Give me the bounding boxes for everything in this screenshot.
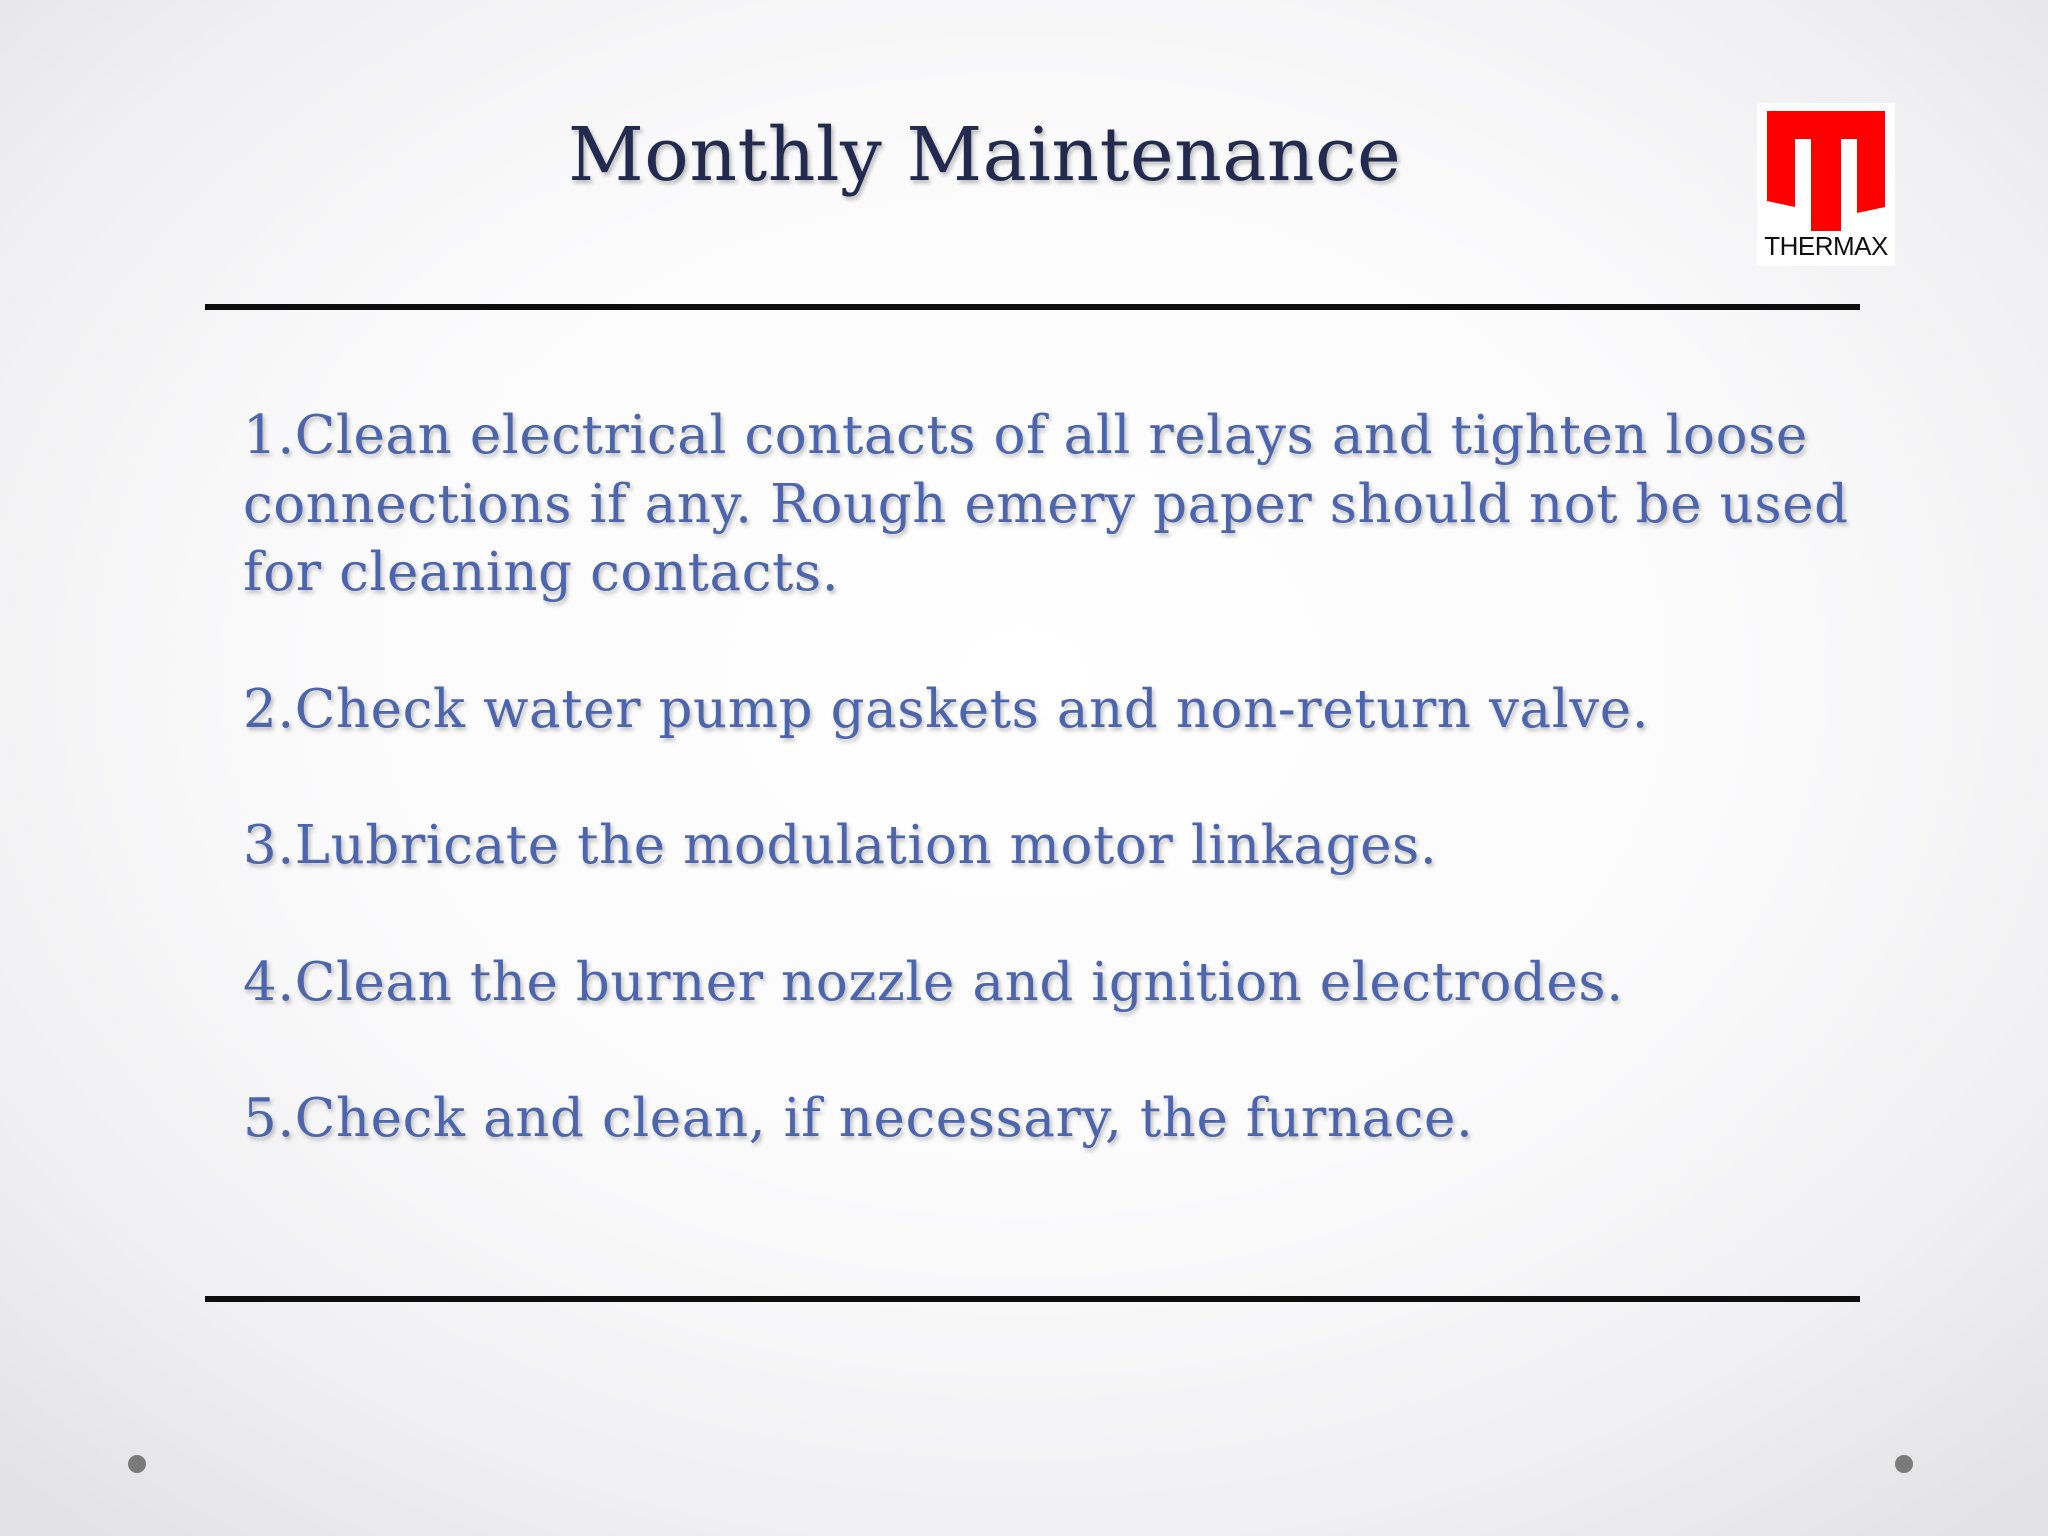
corner-dot-right [1895, 1455, 1913, 1473]
list-item: 1.Clean electrical contacts of all relays and tighten loose connections if any. Rough emery paper should not be used for cleaning contacts. [243, 405, 1849, 603]
maintenance-list [243, 402, 1903, 1222]
thermax-logo [1757, 103, 1895, 266]
list-item: 2.Check water pump gaskets and non-return valve. [243, 678, 1650, 740]
list-item: 5.Check and clean, if necessary, the furnace. [243, 1088, 1474, 1149]
list-item: 3.Lubricate the modulation motor linkages. [243, 815, 1438, 876]
bottom-divider [205, 1296, 1860, 1302]
list-item: 4.Clean the burner nozzle and ignition electrodes. [243, 951, 1624, 1013]
top-divider [205, 304, 1860, 310]
logo-text: THERMAX [1764, 231, 1888, 261]
slide-title: Monthly Maintenance [568, 112, 1402, 198]
corner-dot-left [128, 1455, 146, 1473]
